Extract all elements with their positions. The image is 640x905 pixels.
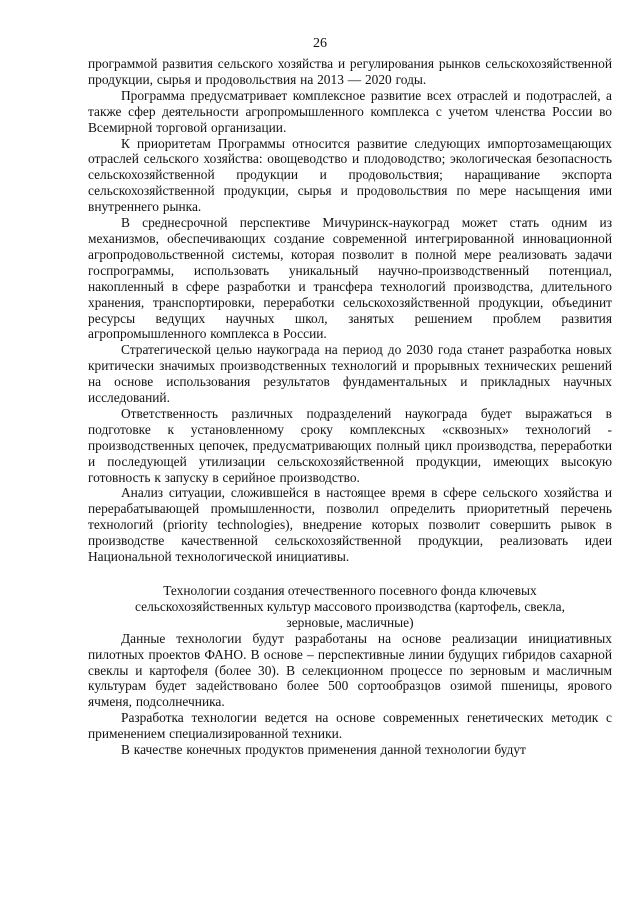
section-heading xyxy=(88,583,612,631)
paragraph-continued: программой развития сельского хозяйства и регулирования рынков сельскохозяйственной продукции, сырья и продовольствия на 2013 — 2020 годы. xyxy=(88,56,612,87)
page-number: 26 xyxy=(313,36,327,51)
paragraph-technologies-basis: Данные технологии будут разработаны на основе реализации инициативных пилотных проектов ФАНО. В основе – перспективные линии будущих гибридов сахарной свеклы и картофеля (более 30). В селекционном процессе по зерновым и масличным культурам будет задействовано более 500 сортообразцов озимой пшеницы, ярового ячменя, подсолнечника. xyxy=(88,630,612,710)
section-heading-line: сельскохозяйственных культур массового производства (картофель, свекла, xyxy=(135,598,565,614)
paragraph-genetic-methods: Разработка технологии ведется на основе современных генетических методик с применением специализированной техники. xyxy=(88,710,612,742)
section-heading-line: Технологии создания отечественного посевного фонда ключевых xyxy=(163,583,537,598)
paragraph-strategic-goal: Стратегической целью наукограда на период до 2030 года станет разработка новых критически значимых производственных технологий и прорывных технических решений на основе использования результатов фундаментальных и прикладных научных исследований. xyxy=(88,342,612,406)
paragraph-program-priorities: К приоритетам Программы относится развитие следующих импортозамещающих отраслей сельского хозяйства: овощеводство и плодоводство; экологическая безопасность сельскохозяйственной продукции и продовольствия; наращивание экспорта сельскохозяйственной продукции, сырья и продовольствия по мере насыщения ими внутреннего рынка. xyxy=(88,135,612,215)
paragraph-program-scope: Программа предусматривает комплексное развитие всех отраслей и подотраслей, а также сфер деятельности агропромышленного комплекса с учетом членства России во Всемирной торговой организации. xyxy=(88,87,612,135)
paragraph-final-products: В качестве конечных продуктов применения данной технологии будут xyxy=(121,742,526,758)
page-content xyxy=(88,56,612,758)
paragraph-midterm-perspective: В среднесрочной перспективе Мичуринск-наукоград может стать одним из механизмов, обеспечивающих создание современной интегрированной инновационной агропродовольственной системы, которая позволит в полной мере реализовать задачи госпрограммы, использовать уникальный научно-производственный потенциал, накопленный в сфере разработки и трансфера технологий производства, длительного хранения, транспортировки, переработки сельскохозяйственной продукции, объединит ресурсы ведущих научных школ, занятых решением проблем развития агропромышленного комплекса в России. xyxy=(88,215,612,342)
section-heading-line: зерновые, масличные) xyxy=(286,614,414,630)
paragraph-responsibility: Ответственность различных подразделений наукограда будет выражаться в подготовке к установленному сроку комплексных «сквозных» технологий - производственных цепочек, предусматривающих полный цикл производства, переработки и последующей утилизации сельскохозяйственной продукции, имеющих высокую готовность к запуску в серийное производство. xyxy=(88,405,612,485)
paragraph-situation-analysis: Анализ ситуации, сложившейся в настоящее время в сфере сельского хозяйства и перерабатывающей промышленности, позволил определить приоритетный перечень технологий (priority technologies), внедрение которых позволит совершить рывок в производстве качественной сельскохозяйственной продукции, реализовать идеи Национальной технологической инициативы. xyxy=(88,485,612,565)
